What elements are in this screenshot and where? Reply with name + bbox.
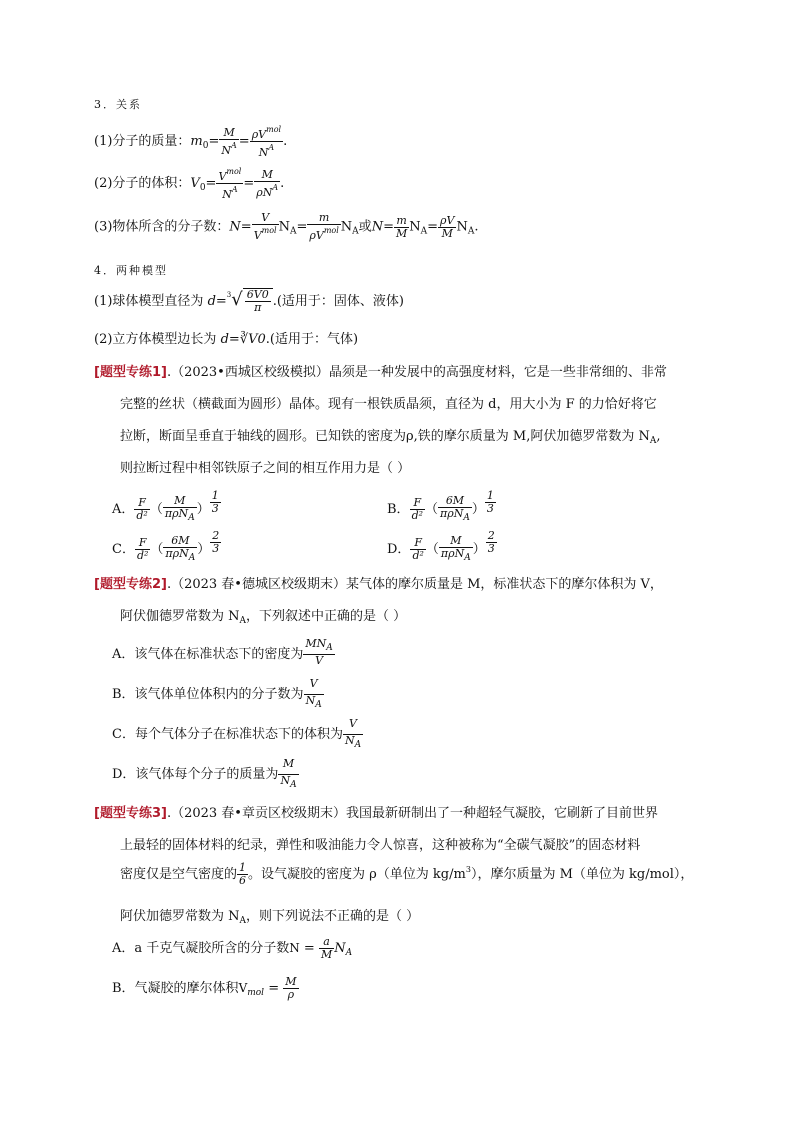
na-symbol: N <box>340 219 353 235</box>
frac-den: d² <box>136 549 149 562</box>
exponent-fraction <box>210 530 221 555</box>
option-label: A．a 千克气凝胶所含的分子数 <box>112 941 290 956</box>
frac-num: 1 <box>486 489 494 502</box>
q2-tag: [题型专练2] <box>94 577 167 592</box>
equals-sign: = <box>240 219 252 235</box>
q1-text-3-end: , <box>656 429 661 444</box>
fraction-m-over-rhovmol <box>307 212 340 242</box>
na-sub: A <box>467 226 475 237</box>
frac-num: m <box>396 213 407 227</box>
frac-den <box>252 224 279 242</box>
m-over-rhona-fraction <box>438 495 472 524</box>
option-label: C． <box>112 542 135 557</box>
q2-text-2-sub: A <box>239 616 247 626</box>
option-fraction <box>303 638 334 671</box>
q1-option-c[interactable] <box>112 530 221 564</box>
frac-num: M <box>174 494 186 507</box>
frac-num: M <box>261 167 273 181</box>
equals-sign: = <box>383 219 394 235</box>
frac-num: 2 <box>212 529 220 542</box>
option-var: N <box>289 941 300 955</box>
model-2-var: d <box>220 332 229 347</box>
frac-num-text: M <box>282 757 295 770</box>
option-label: C．每个气体分子在标准状态下的体积为 <box>112 727 343 742</box>
relation-1-label: (1)分子的质量： <box>94 134 191 149</box>
or-word: 或 <box>358 219 372 235</box>
exponent-fraction <box>210 490 221 515</box>
q3-text-3a: 密度仅是空气密度的 <box>120 867 238 882</box>
q1-line-1 <box>94 361 667 380</box>
frac-num: M <box>450 534 462 547</box>
q3-tag: [题型专练3] <box>94 806 167 821</box>
q3-text-3c: ），摩尔质量为 M（单位为 kg/mol）， <box>470 867 694 882</box>
frac-den: 3 <box>486 502 494 515</box>
root-index: 3 <box>226 291 232 299</box>
exponent-fraction <box>486 530 497 555</box>
frac-num-sub: A <box>326 643 333 653</box>
m-over-rhona-fraction <box>163 535 197 564</box>
exponent <box>210 530 221 555</box>
relation-3-label: (3)物体所含的分子数： <box>94 219 230 235</box>
option-var-sub: mol <box>247 988 265 998</box>
frac-den-sub: A <box>188 553 196 563</box>
frac-den-text: πρN <box>165 547 189 560</box>
frac-den-text: πρN <box>440 547 465 560</box>
frac-num <box>303 638 334 654</box>
radical-icon: √ <box>231 289 243 310</box>
frac-num-text: ρV <box>251 128 267 141</box>
radicand-fraction <box>245 289 271 314</box>
q1-text-1: .（2023•西城区校级模拟）晶须是一种发展中的高强度材料，它是一些非常细的、非常 <box>166 365 667 380</box>
frac-den-n: ρV <box>309 229 324 242</box>
frac-den <box>303 654 334 671</box>
frac-den <box>254 181 280 199</box>
frac-num-sup: mol <box>226 167 242 176</box>
option-label: D．该气体每个分子的质量为 <box>112 767 279 782</box>
option-var: V <box>238 981 248 995</box>
section-4-heading: 4．两种模型 <box>94 264 168 277</box>
frac-den: d² <box>412 549 424 562</box>
frac-den-sub: A <box>464 553 471 563</box>
option-label: A． <box>112 502 135 517</box>
frac-num: m <box>318 211 330 224</box>
frac-den-text: πρN <box>440 507 464 520</box>
q2-text-1: .（2023 春•德城区校级期末）某气体的摩尔质量是 M，标准状态下的摩尔体积为 V， <box>166 577 663 592</box>
equals-sign: = <box>243 176 255 191</box>
q1-text-3: 拉断，断面呈垂直于轴线的圆形。已知铁的密度为ρ,铁的摩尔质量为 M,阿伏加德罗常数为 N <box>120 429 650 444</box>
q2-line-1 <box>94 573 663 592</box>
relation-2-var: V <box>190 176 200 191</box>
frac-den <box>304 694 324 711</box>
equals-sign: = <box>264 981 284 996</box>
frac-num-text: V <box>349 717 357 730</box>
relation-1 <box>94 124 287 159</box>
equals-sign: = <box>208 134 220 149</box>
frac-num-text: V <box>218 170 227 183</box>
frac-num: F <box>413 496 422 509</box>
f-over-d2-fraction <box>135 537 150 562</box>
relation-2-sub: 0 <box>199 183 206 193</box>
frac-num: a <box>323 935 330 948</box>
frac-den-n: V <box>253 229 262 242</box>
period: . <box>474 219 479 235</box>
frac-num: M <box>285 975 297 988</box>
frac-den-text: πρN <box>164 507 189 520</box>
q1-line-2: 完整的丝状（横截面为圆形）晶体。现有一根铁质晶须，直径为 d，用大小为 F 的力恰好将它 <box>120 397 657 412</box>
frac-den: M <box>320 948 333 961</box>
f-over-d2-fraction <box>410 537 425 562</box>
equals-sign: = <box>205 176 217 191</box>
q2-option-a[interactable] <box>112 638 335 671</box>
frac-den-text: N <box>305 694 316 707</box>
frac-den-sub: A <box>188 513 195 523</box>
frac-den <box>278 774 298 791</box>
frac-den <box>163 507 197 524</box>
radicand <box>243 288 273 314</box>
frac-den-text: N <box>344 734 355 747</box>
na-symbol: N <box>409 219 421 235</box>
frac-den-n: ρN <box>256 185 273 199</box>
frac-num: 2 <box>487 529 495 542</box>
equals-sign: = <box>215 294 227 309</box>
exponent <box>210 490 221 515</box>
equals-sign: = <box>228 332 240 347</box>
fraction-m-over-M <box>394 215 409 240</box>
frac-den: 3 <box>487 542 495 555</box>
frac-den-sup: mol <box>323 226 339 235</box>
q2-option-b[interactable] <box>112 678 324 711</box>
equals-sign: = <box>238 134 250 149</box>
frac-den: 3 <box>211 502 219 515</box>
open-paren: （ <box>425 502 439 517</box>
fraction-m-over-rhona <box>254 169 280 199</box>
frac-den-sup: A <box>231 185 238 194</box>
frac-den-sup: A <box>268 143 275 152</box>
frac-den <box>439 547 473 564</box>
frac-den-sub: A <box>290 780 297 790</box>
q3-text-1: .（2023 春•章贡区校级期末）我国最新研制出了一种超轻气凝胶，它刷新了目前世界 <box>166 806 658 821</box>
q1-line-3 <box>120 425 661 446</box>
frac-den-text: V <box>315 654 324 667</box>
q1-tag: [题型专练1] <box>94 365 167 380</box>
model-2-suffix: .(适用于：气体) <box>265 332 359 347</box>
frac-num-text: V <box>309 677 318 690</box>
m-over-rhona-fraction <box>163 495 197 524</box>
frac-den: π <box>245 301 271 314</box>
frac-den-sub: A <box>354 740 362 750</box>
frac-den-n: N <box>222 188 232 201</box>
relation-3-var: N <box>371 219 384 235</box>
frac-num <box>304 678 324 694</box>
fraction-m-over-na <box>219 127 238 157</box>
q2-text-2-end: ，下列叙述中正确的是（ ） <box>246 609 407 624</box>
frac-den: d² <box>136 509 148 522</box>
q3-line-2: 上最轻的固体材料的纪录，弹性和吸油能力令人惊喜，这种被称为“全碳气凝胶”的固态材料 <box>120 838 641 853</box>
frac-num: ρV <box>440 213 455 227</box>
frac-den <box>307 224 340 242</box>
model-2 <box>94 328 358 347</box>
frac-num: 6V0 <box>246 288 269 301</box>
option-fraction <box>304 678 324 711</box>
frac-num-sup: mol <box>266 125 282 134</box>
q2-text-2: 阿伏伽德罗常数为 N <box>120 609 240 624</box>
option-fraction <box>343 718 363 751</box>
q3-text-3-sup: 3 <box>465 865 471 874</box>
q1-line-4: 则拉断过程中相邻铁原子之间的相互作用力是（ ） <box>120 461 411 476</box>
frac-den-text: N <box>280 774 291 787</box>
q1-option-d[interactable] <box>387 530 497 564</box>
open-paren: （ <box>149 502 163 517</box>
frac-num: 6M <box>445 494 465 507</box>
frac-den <box>219 139 238 157</box>
open-paren: （ <box>425 542 439 557</box>
period: . <box>283 134 288 149</box>
frac-den-sup: A <box>231 140 237 150</box>
option-fraction <box>278 758 298 791</box>
relation-1-var: m <box>190 134 203 149</box>
q3-text-4-sub: A <box>239 916 247 926</box>
q3-text-3b: 。设气凝胶的密度为 ρ（单位为 kg/m <box>248 867 466 882</box>
close-paren: ） <box>197 542 211 557</box>
fraction-v-over-vmol <box>252 212 279 242</box>
relation-1-sub: 0 <box>202 141 209 151</box>
frac-num <box>343 718 363 734</box>
option-label: A．该气体在标准状态下的密度为 <box>112 647 304 662</box>
frac-den-n: N <box>221 143 232 157</box>
q1-option-b[interactable] <box>387 490 496 524</box>
frac-den: M <box>438 227 456 240</box>
frac-den: ρ <box>283 988 298 1001</box>
option-fraction <box>319 936 334 961</box>
relation-3-var: N <box>229 219 241 235</box>
model-1-suffix: .(适用于：固体、液体) <box>272 294 404 309</box>
frac-num <box>250 124 283 141</box>
cube-root: ∛V0 <box>239 332 266 347</box>
frac-num: 1 <box>239 861 247 874</box>
relation-2 <box>94 166 284 201</box>
close-paren: ） <box>471 502 485 517</box>
exponent <box>485 490 496 515</box>
option-fraction <box>283 976 298 1001</box>
q2-option-d[interactable] <box>112 758 299 791</box>
q3-text-4-end: ，则下列说法不正确的是（ ） <box>246 909 420 924</box>
q3-option-b[interactable] <box>112 976 299 1001</box>
frac-num: 6M <box>171 534 190 547</box>
fraction-vmol-over-na <box>216 166 243 201</box>
na-sub: A <box>352 226 359 237</box>
na-sub: A <box>290 226 297 237</box>
equals-sign: = <box>427 219 439 235</box>
section-3-heading: 3．关系 <box>94 98 142 111</box>
frac-den-sup: A <box>272 182 279 192</box>
frac-num: 1 <box>211 489 219 502</box>
fraction-rhov-over-na <box>250 124 283 159</box>
q3-line-3 <box>120 862 693 887</box>
close-paren: ） <box>196 502 210 517</box>
option-label: D． <box>387 542 411 557</box>
na-symbol: N <box>456 219 468 235</box>
frac-num: F <box>138 496 146 509</box>
model-1-label: (1)球体模型直径为 <box>94 294 208 309</box>
m-over-rhona-fraction <box>439 535 473 564</box>
q3-text-4: 阿伏加德罗常数为 N <box>120 909 240 924</box>
frac-num <box>216 166 243 183</box>
q1-option-a[interactable] <box>112 490 221 524</box>
q3-line-1 <box>94 802 658 821</box>
q3-option-a[interactable] <box>112 936 352 961</box>
f-over-d2-fraction <box>134 497 149 522</box>
frac-num: F <box>138 536 147 549</box>
open-paren: （ <box>150 542 164 557</box>
exponent <box>486 530 497 555</box>
one-sixth-fraction <box>237 862 248 887</box>
frac-den <box>438 507 472 524</box>
q2-option-c[interactable] <box>112 718 363 751</box>
equals-sign: = <box>299 941 319 956</box>
exponent-fraction <box>485 490 496 515</box>
close-paren: ） <box>472 542 486 557</box>
frac-den-sub: A <box>463 513 470 523</box>
frac-den-sup: mol <box>261 226 277 235</box>
frac-num: V <box>261 211 270 224</box>
model-1-var: d <box>207 294 216 309</box>
na-symbol: N <box>278 219 290 235</box>
period: . <box>280 176 285 191</box>
frac-den: M <box>395 226 408 240</box>
frac-num: F <box>414 536 422 549</box>
q1-text-3-sub: A <box>649 436 657 446</box>
na-sub: A <box>420 226 428 237</box>
frac-den-sub: A <box>315 700 322 710</box>
option-label: B． <box>387 502 410 517</box>
fraction-rhov-over-M <box>438 215 456 240</box>
model-1 <box>94 288 404 314</box>
frac-den <box>343 734 363 751</box>
frac-den-n: N <box>258 146 269 159</box>
q3-line-4 <box>120 905 419 926</box>
option-label: B．该气体单位体积内的分子数为 <box>112 687 304 702</box>
frac-num <box>278 758 298 774</box>
relation-3 <box>94 212 478 242</box>
na-sub: A <box>345 948 353 958</box>
q2-line-2 <box>120 605 406 626</box>
frac-den: 3 <box>212 542 220 555</box>
frac-den <box>216 183 243 201</box>
frac-num: M <box>223 125 235 139</box>
na-symbol: N <box>334 941 346 956</box>
model-2-label: (2)立方体模型边长为 <box>94 332 221 347</box>
frac-den <box>250 141 283 159</box>
relation-2-label: (2)分子的体积： <box>94 176 191 191</box>
frac-den: d² <box>411 509 424 522</box>
option-label: B．气凝胶的摩尔体积 <box>112 981 239 996</box>
equals-sign: = <box>296 219 308 235</box>
frac-den <box>163 547 197 564</box>
frac-num-text: MN <box>305 637 327 650</box>
frac-den: 6 <box>239 874 247 887</box>
f-over-d2-fraction <box>410 497 425 522</box>
